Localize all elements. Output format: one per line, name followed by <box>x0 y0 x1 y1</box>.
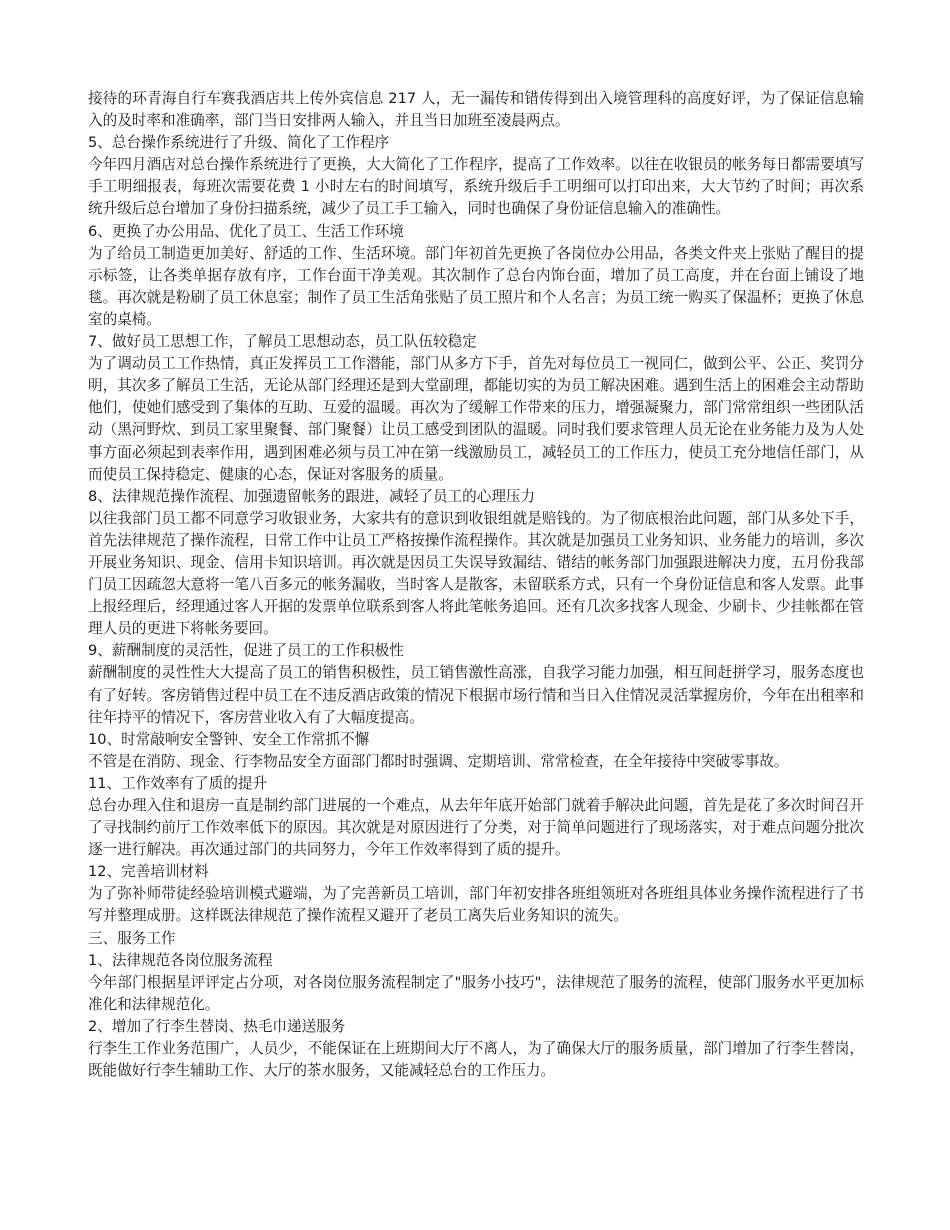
body-paragraph: 不管是在消防、现金、行李物品安全方面部门都时时强调、定期培训、常常检查，在全年接待中突破零事故。 <box>88 752 789 770</box>
body-paragraph: 薪酬制度的灵性性大大提高了员工的销售积极性，员工销售激性高涨，自我学习能力加强，相互间赶拼学习，服务态度也有了好转。客房销售过程中员工在不违反酒店政策的情况下根据市场行情和当日入住情况灵活掌握房价，今年在出租率和往年持平的情况下，客房营业收入有了大幅度提高。 <box>88 664 864 726</box>
document-page <box>88 88 864 1082</box>
section-heading: 5、总台操作系统进行了升级、简化了工作程序 <box>88 134 390 152</box>
body-paragraph: 今年部门根据星评评定占分项，对各岗位服务流程制定了"服务小技巧"，法律规范了服务的流程，使部门服务水平更加标准化和法律规范化。 <box>88 973 864 1013</box>
body-paragraph: 为了给员工制造更加美好、舒适的工作、生活环境。部门年初首先更换了各岗位办公用品，各类文件夹上张贴了醒目的提示标签，让各类单据存放有序，工作台面干净美观。其次制作了总台内饰台面，增加了员工高度，并在台面上铺设了地毯。再次就是粉刷了员工休息室；制作了员工生活角张贴了员工照片和个人名言；为员工统一购买了保温杯；更换了休息室的桌椅。 <box>88 244 864 328</box>
body-paragraph: 为了弥补师带徒经验培训模式避端，为了完善新员工培训，部门年初安排各班组领班对各班组具体业务操作流程进行了书写并整理成册。这样既法律规范了操作流程又避开了老员工离失后业务知识的流失。 <box>88 885 864 925</box>
section-heading: 6、更换了办公用品、优化了员工、生活工作环境 <box>88 222 404 240</box>
body-paragraph: 行李生工作业务范围广，人员少，不能保证在上班期间大厅不离人，为了确保大厅的服务质量，部门增加了行李生替岗，既能做好行李生辅助工作、大厅的茶水服务，又能减轻总台的工作压力。 <box>88 1040 864 1080</box>
body-paragraph: 以往我部门员工都不同意学习收银业务，大家共有的意识到收银组就是赔钱的。为了彻底根治此问题，部门从多处下手，首先法律规范了操作流程，日常工作中让员工严格按操作流程操作。其次就是加强员工业务知识、业务能力的培训，多次开展业务知识、现金、信用卡知识培训。再次就是因员工失误导致漏结、错结的帐务部门加强跟进解决力度，五月份我部门员工因疏忽大意将一笔八百多元的帐务漏收，当时客人是散客，未留联系方式，只有一个身份证信息和客人发票。此事上报经理后，经理通过客人开据的发票单位联系到客人将此笔帐务追回。还有几次多找客人现金、少刷卡、少挂帐都在管理人员的更进下将帐务要回。 <box>88 509 864 638</box>
body-paragraph: 接待的环青海自行车赛我酒店共上传外宾信息 217 人，无一漏传和错传得到出入境管理科的高度好评，为了保证信息输入的及时率和准确率，部门当日安排两人输入，并且当日加班至凌晨两点。 <box>88 90 864 130</box>
section-heading: 2、增加了行李生替岗、热毛巾递送服务 <box>88 1017 346 1035</box>
body-paragraph: 总台办理入住和退房一直是制约部门进展的一个难点，从去年年底开始部门就着手解决此问题，首先是花了多次时间召开了寻找制约前厅工作效率低下的原因。其次就是对原因进行了分类，对于简单问题进行了现场落实，对于难点问题分批次逐一进行解决。再次通过部门的共同努力，今年工作效率得到了质的提升。 <box>88 797 864 859</box>
section-heading: 1、法律规范各岗位服务流程 <box>88 951 273 969</box>
section-heading: 12、完善培训材料 <box>88 863 209 881</box>
section-heading: 8、法律规范操作流程、加强遗留帐务的跟进，减轻了员工的心理压力 <box>88 487 536 505</box>
section-heading: 10、时常敲响安全警钟、安全工作常抓不懈 <box>88 730 370 748</box>
body-paragraph: 今年四月酒店对总台操作系统进行了更换，大大简化了工作程序，提高了工作效率。以往在收银员的帐务每日都需要填写手工明细报表，每班次需要花费 1 小时左右的时间填写，系统升级后手工明细可以打印出来，大大节约了时间；再次系统升级后总台增加了身份扫描系统，减少了员工手工输入，同时也确保了身份证信息输入的准确性。 <box>88 156 864 218</box>
chapter-heading: 三、服务工作 <box>88 929 176 947</box>
section-heading: 11、工作效率有了质的提升 <box>88 774 268 792</box>
section-heading: 9、薪酬制度的灵活性，促进了员工的工作积极性 <box>88 642 404 660</box>
body-paragraph: 为了调动员工工作热情，真正发挥员工工作潜能，部门从多方下手，首先对每位员工一视同仁，做到公平、公正、奖罚分明，其次多了解员工生活，无论从部门经理还是到大堂副理，都能切实的为员工解决困难。遇到生活上的困难会主动帮助他们，使她们感受到了集体的互助、互爱的温暖。再次为了缓解工作带来的压力，增强凝聚力，部门常常组织一些团队活动（黑河野炊、到员工家里聚餐、部门聚餐）让员工感受到团队的温暖。同时我们要求管理人员无论在业务能力及为人处事方面必须起到表率作用，遇到困难必须与员工冲在第一线激励员工，减轻员工的工作压力，使员工充分地信任部门，从而使员工保持稳定、健康的心态，保证对客服务的质量。 <box>88 355 864 483</box>
section-heading: 7、做好员工思想工作，了解员工思想动态，员工队伍较稳定 <box>88 333 477 351</box>
